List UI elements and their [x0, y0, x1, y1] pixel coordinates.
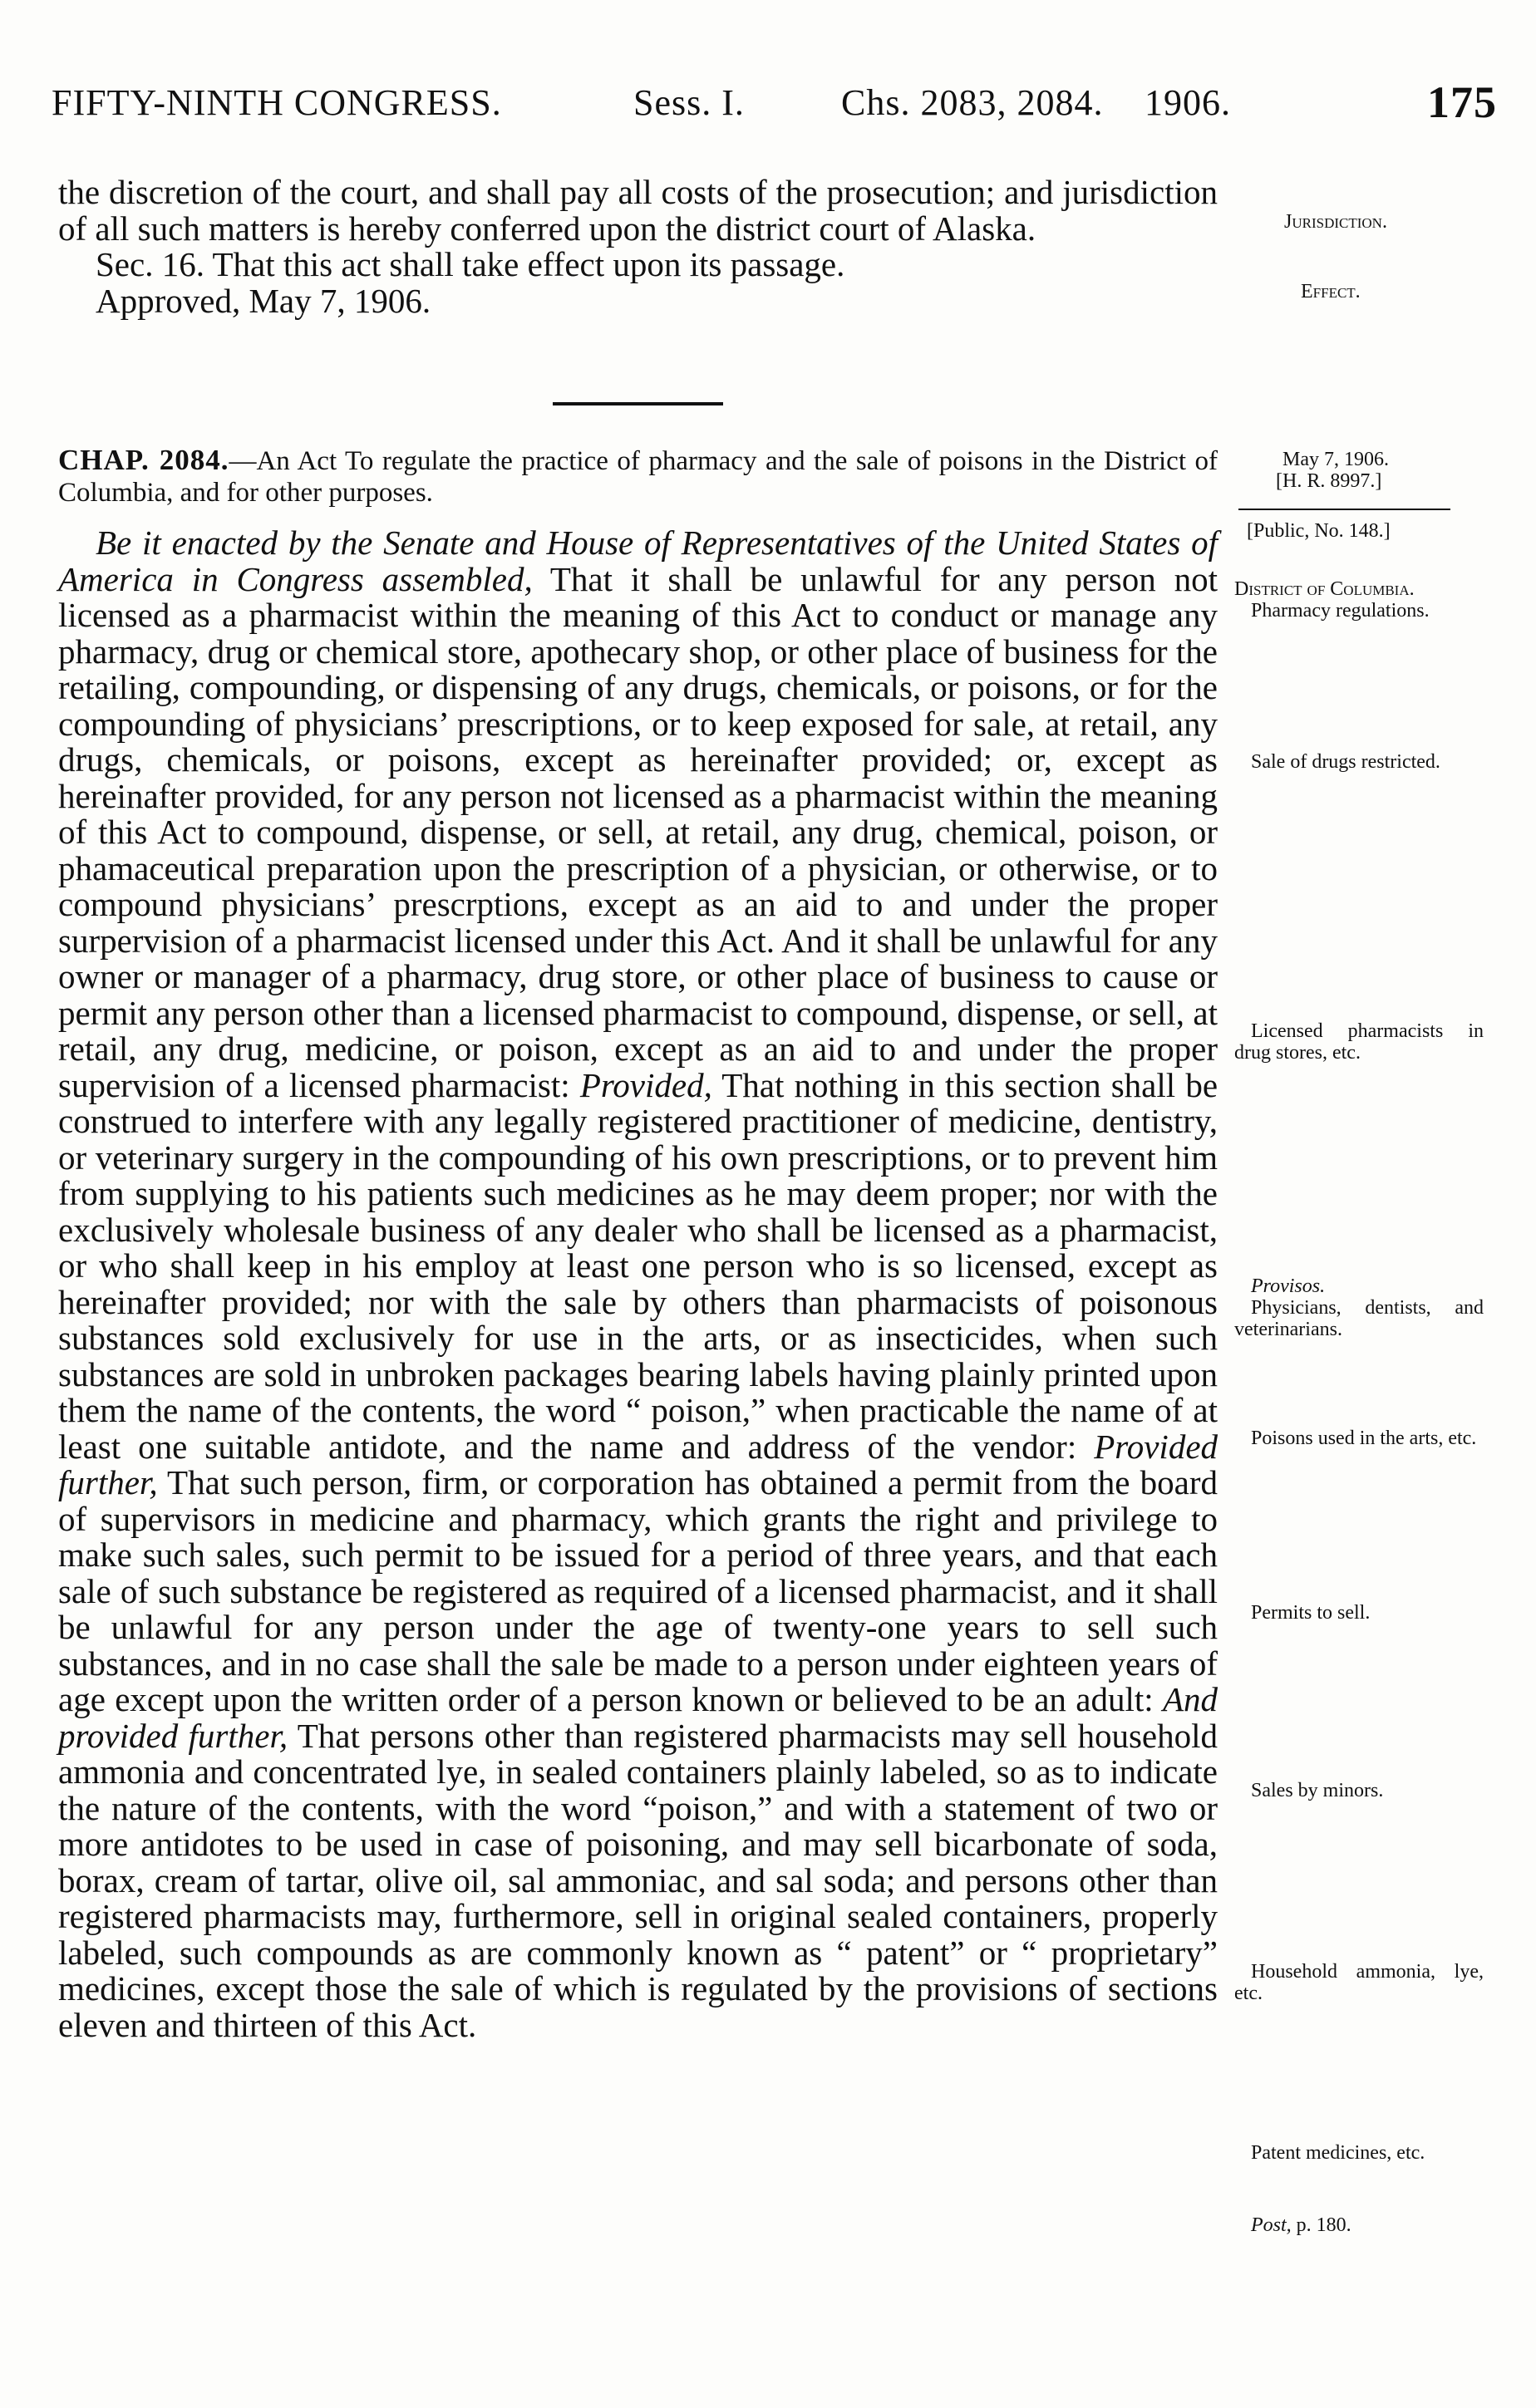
act-paragraph	[58, 525, 1218, 2043]
page-number: 175	[1427, 77, 1497, 127]
margin-post-label: Post,	[1251, 2214, 1292, 2236]
margin-note-household: Household ammonia, lye, etc.	[1234, 1961, 1484, 2004]
margin-date: May 7, 1906.	[1282, 449, 1389, 470]
section-divider	[553, 402, 723, 405]
margin-note-patent: Patent medicines, etc.	[1251, 2142, 1425, 2164]
act-main-text: That it shall be unlawful for any person not licensed as a pharmacist within the meaning of this Act to conduct or manage any pharmacy, drug or chemical store, apothecary shop, or other place of business for the retailing, compounding, or dispensing of any drugs, chemicals, or poisons, or for the compounding of physicians’ prescriptions, or to keep exposed for sale, at retail, any drugs, chemicals, or poisons, except as hereinafter provided; or, except as hereinafter provided, for any person not licensed as a pharmacist within the meaning of this Act to compound, dispense, or sell, at retail, any drug, chemical, poison, or phamaceutical preparation upon the prescription of a physician, or otherwise, or to compound physicians’ prescrptions, except as an aid to and under the proper surpervision of a pharmacist licensed under this Act. And it shall be unlawful for any owner or manager of a pharmacy, drug store, or other place of business to cause or permit any person other than a licensed pharmacist to compound, dispense, or sell, at retail, any drug, medicine, or poison, except as an aid to and under the proper supervision of a licensed pharmacist:	[58, 559, 1218, 1104]
chapter-label: CHAP. 2084.	[58, 444, 229, 476]
header-congress: FIFTY-NINTH CONGRESS.	[52, 82, 502, 123]
margin-note-sale: Sale of drugs restricted.	[1251, 751, 1440, 773]
proviso-1-label: Provided,	[579, 1065, 712, 1104]
enacting-clause: Be it enacted by the Senate and House of Representatives of the United States of America in Congress assembled,	[58, 523, 1218, 598]
header-chapters: Chs. 2083, 2084.	[841, 82, 1104, 123]
margin-note-date	[1276, 449, 1525, 492]
previous-act-ending	[58, 174, 1218, 319]
margin-bill: [H. R. 8997.]	[1276, 470, 1382, 492]
margin-note-public: [Public, No. 148.]	[1247, 520, 1391, 542]
proviso-3-label: And provided further,	[58, 1680, 1218, 1755]
proviso-2-label: Provided further,	[58, 1427, 1218, 1501]
proviso-1-text: That nothing in this section shall be construed to interfere with any legally registered practitioner of medicine, dentistry, or veterinary surgery in the compounding of his own prescriptions, or to prevent him from supplying to his patients such medicines as he may deem proper; nor with the exclusively wholesale business of any dealer who shall be licensed as a pharmacist, or who shall keep in his employ at least one person who is so licensed, except as hereinafter provided; nor with the sale by others than pharmacists of poisonous substances sold exclusively for use in the arts, or as insecticides, when such substances are sold in unbroken packages bearing labels having plainly printed upon them the name of the contents, the word “ poison,” when practicable the name of at least one suitable antidote, and the name and address of the vendor:	[58, 1065, 1218, 1466]
margin-post-ref: p. 180.	[1296, 2214, 1351, 2236]
margin-note-post	[1234, 2214, 1500, 2236]
margin-note-licensed: Licensed pharmacists in drug stores, etc.	[1234, 1020, 1484, 1064]
margin-note-minors: Sales by minors.	[1251, 1780, 1384, 1801]
proviso-2-text: That such person, firm, or corporation has obtained a permit from the board of supervisors in medicine and pharmacy, which grants the right and privilege to make such sales, such permit to be issued for a period of three years, and that each sale of such substance be registered as required of a licensed pharmacist, and it shall be unlawful for any person under the age of twenty-one years to sell such substances, and in no case shall the sale be made to a person under eighteen years of age except upon the written order of a person known or believed to be an adult:	[58, 1463, 1218, 1718]
chapter-heading	[58, 445, 1218, 509]
margin-dc-title: District of Columbia.	[1234, 578, 1415, 600]
proviso-3-text: That persons other than registered pharmacists may sell household ammonia and concentrated lye, in sealed containers plainly labeled, so as to indicate the nature of the contents, with the word “poison,” and with a statement of two or more antidotes to be used in case of poisoning, and may sell bicarbonate of soda, borax, cream of tartar, olive oil, sal ammoniac, and sal soda; and persons other than registered pharmacists may, furthermore, sell in original sealed containers, properly labeled, such compounds as are commonly known as “ patent” or “ proprietary” medicines, except those the sale of which is regulated by the provisions of sections eleven and thirteen of this Act.	[58, 1716, 1218, 2044]
margin-rule	[1238, 509, 1450, 510]
margin-note-poisons: Poisons used in the arts, etc.	[1251, 1428, 1477, 1449]
section-16: Sec. 16. That this act shall take effect upon its passage.	[96, 245, 845, 283]
margin-provisos-title: Provisos.	[1251, 1275, 1326, 1297]
margin-note-effect: Effect.	[1301, 281, 1361, 302]
margin-note-dc	[1234, 578, 1484, 622]
approved-line: Approved, May 7, 1906.	[96, 281, 431, 320]
header-year: 1906.	[1145, 82, 1231, 123]
margin-dc-sub: Pharmacy regulations.	[1251, 600, 1430, 622]
margin-note-permits: Permits to sell.	[1251, 1602, 1371, 1624]
margin-note-provisos	[1234, 1275, 1484, 1340]
margin-provisos-sub: Physicians, dentists, and veterinarians.	[1234, 1297, 1484, 1340]
previous-act-text: the discretion of the court, and shall pay all costs of the prosecution; and jurisdiction of all such matters is hereby conferred upon the district court of Alaska.	[58, 173, 1218, 248]
act-body	[58, 525, 1218, 2043]
margin-note-jurisdiction: Jurisdiction.	[1284, 211, 1387, 233]
header-session: Sess. I.	[633, 82, 745, 123]
chapter-title: —An Act To regulate the practice of pharmacy and the sale of poisons in the District of Columbia, and for other purposes.	[58, 446, 1218, 508]
